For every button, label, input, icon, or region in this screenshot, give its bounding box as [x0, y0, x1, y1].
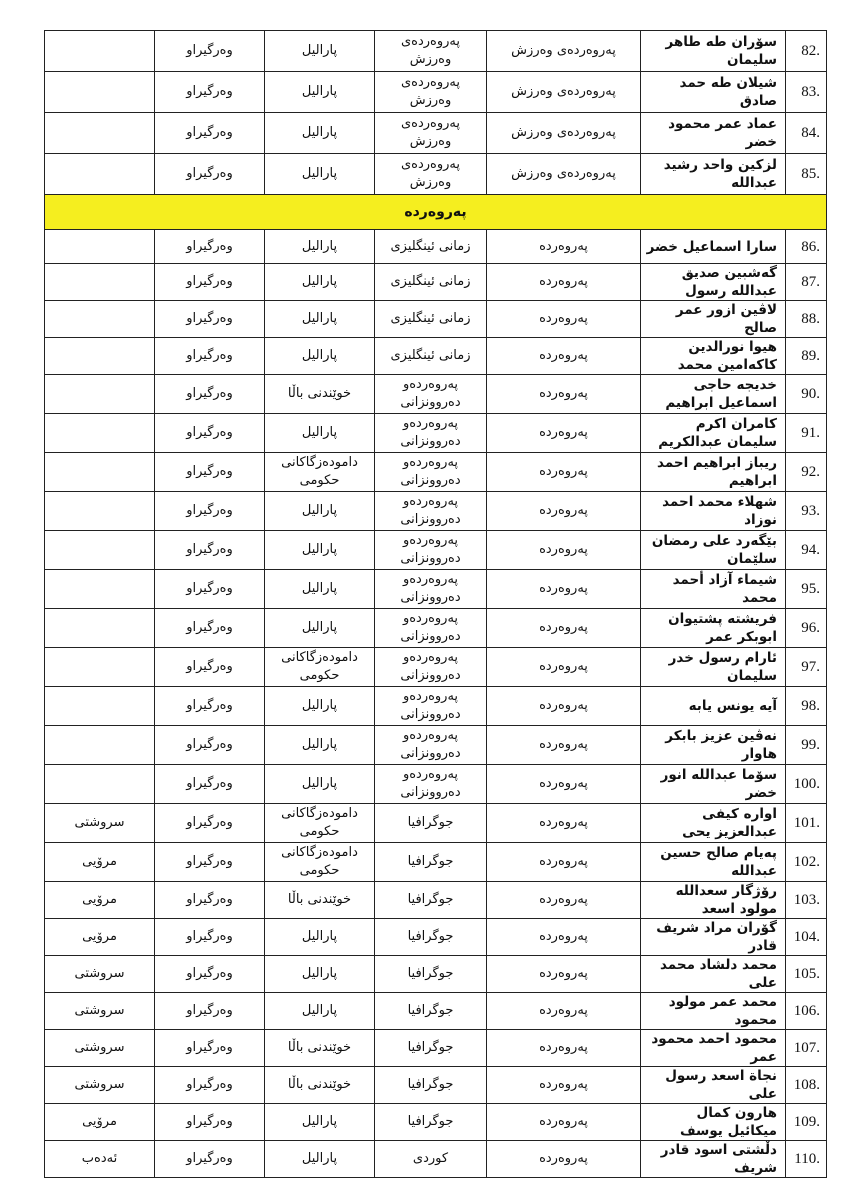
cell-name: لاڤين ازور عمر صالح [641, 301, 786, 338]
cell-specialty: زمانی ئینگلیزی [375, 301, 487, 338]
table-row [45, 609, 827, 648]
cell-extra: سروشتی [45, 804, 155, 843]
cell-extra [45, 113, 155, 154]
cell-specialty: پەروەردەو دەروونزانی [375, 648, 487, 687]
cell-number: 97. [786, 648, 827, 687]
cell-status: وەرگیراو [155, 230, 265, 264]
table-row [45, 648, 827, 687]
cell-department: پەروەردە [487, 687, 641, 726]
cell-type: پاراليل [265, 919, 375, 956]
cell-name: نەڤين عزيز بابكر هاوار [641, 726, 786, 765]
cell-department: پەروەردە [487, 414, 641, 453]
table-row [45, 1141, 827, 1178]
cell-status: وەرگیراو [155, 113, 265, 154]
cell-type: پاراليل [265, 154, 375, 195]
cell-specialty: جوگرافيا [375, 843, 487, 882]
cell-number: 104. [786, 919, 827, 956]
cell-extra: سروشتی [45, 993, 155, 1030]
results-table [44, 30, 827, 1178]
cell-status: وەرگیراو [155, 375, 265, 414]
cell-number: 110. [786, 1141, 827, 1178]
cell-status: وەرگیراو [155, 609, 265, 648]
cell-number: 92. [786, 453, 827, 492]
cell-type: پاراليل [265, 301, 375, 338]
cell-department: پەروەردەی وەرزش [487, 113, 641, 154]
cell-specialty: جوگرافيا [375, 1104, 487, 1141]
cell-number: 86. [786, 230, 827, 264]
cell-number: 99. [786, 726, 827, 765]
cell-name: رۆژگار سعدالله مولود اسعد [641, 882, 786, 919]
table-row [45, 1030, 827, 1067]
cell-extra: مرۆیی [45, 843, 155, 882]
cell-extra [45, 726, 155, 765]
cell-status: وەرگیراو [155, 1141, 265, 1178]
table-row [45, 301, 827, 338]
cell-type: پاراليل [265, 492, 375, 531]
cell-extra: سروشتی [45, 1067, 155, 1104]
cell-name: بێگەرد على رمضان سلێمان [641, 531, 786, 570]
cell-department: پەروەردە [487, 843, 641, 882]
cell-name: گەشبين صديق عبدالله رسول [641, 264, 786, 301]
cell-specialty: پەروەردەو دەروونزانی [375, 414, 487, 453]
table-row [45, 113, 827, 154]
cell-number: 94. [786, 531, 827, 570]
cell-type: پاراليل [265, 765, 375, 804]
cell-status: وەرگیراو [155, 882, 265, 919]
cell-specialty: پەروەردەی وەرزش [375, 72, 487, 113]
cell-type: دامودەزگاكانی حكومی [265, 843, 375, 882]
cell-department: پەروەردەی وەرزش [487, 72, 641, 113]
cell-department: پەروەردە [487, 919, 641, 956]
cell-type: پاراليل [265, 230, 375, 264]
section-title: پەروەردە [45, 195, 827, 230]
cell-extra: سروشتی [45, 956, 155, 993]
cell-name: ريباز ابراهيم احمد ابراهيم [641, 453, 786, 492]
cell-name: آيه يونس يابه [641, 687, 786, 726]
cell-status: وەرگیراو [155, 492, 265, 531]
cell-extra [45, 609, 155, 648]
cell-status: وەرگیراو [155, 804, 265, 843]
cell-extra [45, 154, 155, 195]
cell-number: 85. [786, 154, 827, 195]
cell-status: وەرگیراو [155, 765, 265, 804]
cell-type: خوێندنی باڵا [265, 1067, 375, 1104]
cell-status: وەرگیراو [155, 1067, 265, 1104]
cell-name: محمود احمد محمود عمر [641, 1030, 786, 1067]
cell-department: پەروەردە [487, 453, 641, 492]
cell-name: كامران اكرم سليمان عبدالكريم [641, 414, 786, 453]
table-row [45, 956, 827, 993]
cell-extra [45, 492, 155, 531]
cell-name: شيماء آزاد أحمد محمد [641, 570, 786, 609]
table-row [45, 726, 827, 765]
cell-type: پاراليل [265, 414, 375, 453]
document-sheet [44, 30, 826, 1178]
cell-status: وەرگیراو [155, 1104, 265, 1141]
cell-status: وەرگیراو [155, 956, 265, 993]
cell-department: پەروەردە [487, 648, 641, 687]
cell-status: وەرگیراو [155, 1030, 265, 1067]
cell-specialty: پەروەردەی وەرزش [375, 113, 487, 154]
cell-status: وەرگیراو [155, 648, 265, 687]
cell-number: 84. [786, 113, 827, 154]
cell-specialty: جوگرافيا [375, 1030, 487, 1067]
cell-type: پاراليل [265, 609, 375, 648]
cell-status: وەرگیراو [155, 338, 265, 375]
cell-number: 108. [786, 1067, 827, 1104]
table-row [45, 453, 827, 492]
cell-extra: مرۆیی [45, 1104, 155, 1141]
cell-specialty: زمانی ئینگلیزی [375, 338, 487, 375]
cell-type: پاراليل [265, 956, 375, 993]
cell-type: پاراليل [265, 570, 375, 609]
cell-status: وەرگیراو [155, 843, 265, 882]
cell-type: پاراليل [265, 31, 375, 72]
cell-status: وەرگیراو [155, 154, 265, 195]
cell-type: پاراليل [265, 993, 375, 1030]
cell-department: پەروەردەی وەرزش [487, 31, 641, 72]
cell-type: پاراليل [265, 264, 375, 301]
cell-name: محمد دلشاد محمد على [641, 956, 786, 993]
cell-specialty: جوگرافيا [375, 882, 487, 919]
cell-number: 90. [786, 375, 827, 414]
cell-department: پەروەردە [487, 230, 641, 264]
cell-department: پەروەردەی وەرزش [487, 154, 641, 195]
cell-specialty: جوگرافيا [375, 1067, 487, 1104]
table-row [45, 687, 827, 726]
cell-department: پەروەردە [487, 804, 641, 843]
cell-status: وەرگیراو [155, 687, 265, 726]
cell-specialty: جوگرافيا [375, 919, 487, 956]
cell-name: خديجه حاجى اسماعيل ابراهيم [641, 375, 786, 414]
cell-number: 98. [786, 687, 827, 726]
cell-number: 102. [786, 843, 827, 882]
table-body-main [45, 230, 827, 1178]
cell-department: پەروەردە [487, 570, 641, 609]
cell-number: 101. [786, 804, 827, 843]
cell-department: پەروەردە [487, 609, 641, 648]
cell-department: پەروەردە [487, 264, 641, 301]
cell-specialty: كوردی [375, 1141, 487, 1178]
cell-name: محمد عمر مولود محمود [641, 993, 786, 1030]
table-body-top [45, 31, 827, 195]
cell-number: 103. [786, 882, 827, 919]
cell-extra [45, 414, 155, 453]
cell-type: پاراليل [265, 338, 375, 375]
cell-type: پاراليل [265, 113, 375, 154]
cell-specialty: پەروەردەو دەروونزانی [375, 375, 487, 414]
cell-department: پەروەردە [487, 1141, 641, 1178]
cell-name: شهلاء محمد احمد نوزاد [641, 492, 786, 531]
cell-name: سارا اسماعيل خضر [641, 230, 786, 264]
cell-number: 93. [786, 492, 827, 531]
table-row [45, 1104, 827, 1141]
cell-extra [45, 687, 155, 726]
cell-status: وەرگیراو [155, 31, 265, 72]
cell-extra [45, 375, 155, 414]
table-row [45, 1067, 827, 1104]
cell-number: 88. [786, 301, 827, 338]
table-row [45, 230, 827, 264]
cell-name: نجاة اسعد رسول على [641, 1067, 786, 1104]
cell-status: وەرگیراو [155, 570, 265, 609]
cell-department: پەروەردە [487, 1067, 641, 1104]
cell-extra: سروشتی [45, 1030, 155, 1067]
cell-number: 89. [786, 338, 827, 375]
cell-extra [45, 230, 155, 264]
cell-name: سۆما عبدالله انور خضر [641, 765, 786, 804]
cell-status: وەرگیراو [155, 453, 265, 492]
cell-status: وەرگیراو [155, 301, 265, 338]
cell-number: 83. [786, 72, 827, 113]
cell-specialty: پەروەردەو دەروونزانی [375, 531, 487, 570]
table-row [45, 531, 827, 570]
cell-status: وەرگیراو [155, 919, 265, 956]
cell-extra [45, 31, 155, 72]
cell-extra [45, 264, 155, 301]
cell-extra [45, 72, 155, 113]
cell-status: وەرگیراو [155, 993, 265, 1030]
cell-name: سۆران طه طاهر سليمان [641, 31, 786, 72]
cell-department: پەروەردە [487, 301, 641, 338]
cell-specialty: پەروەردەو دەروونزانی [375, 609, 487, 648]
cell-extra [45, 301, 155, 338]
cell-specialty: پەروەردەو دەروونزانی [375, 687, 487, 726]
cell-number: 100. [786, 765, 827, 804]
cell-status: وەرگیراو [155, 531, 265, 570]
cell-department: پەروەردە [487, 1104, 641, 1141]
table-row [45, 570, 827, 609]
cell-number: 95. [786, 570, 827, 609]
cell-specialty: زمانی ئینگلیزی [375, 264, 487, 301]
cell-number: 82. [786, 31, 827, 72]
cell-extra: مرۆیی [45, 882, 155, 919]
cell-status: وەرگیراو [155, 264, 265, 301]
cell-department: پەروەردە [487, 993, 641, 1030]
cell-number: 107. [786, 1030, 827, 1067]
cell-extra [45, 570, 155, 609]
section-header [45, 195, 827, 230]
cell-status: وەرگیراو [155, 414, 265, 453]
cell-extra [45, 531, 155, 570]
table-row [45, 338, 827, 375]
cell-type: خوێندنی باڵا [265, 375, 375, 414]
cell-number: 109. [786, 1104, 827, 1141]
cell-type: پاراليل [265, 1104, 375, 1141]
cell-name: عماد عمر محمود خضر [641, 113, 786, 154]
cell-specialty: جوگرافيا [375, 993, 487, 1030]
cell-name: شيلان طه حمد صادق [641, 72, 786, 113]
cell-extra [45, 765, 155, 804]
cell-name: پەيام صالح حسين عبدالله [641, 843, 786, 882]
table-row [45, 375, 827, 414]
cell-extra [45, 453, 155, 492]
cell-department: پەروەردە [487, 765, 641, 804]
cell-name: ئارام رسول خدر سليمان [641, 648, 786, 687]
cell-number: 106. [786, 993, 827, 1030]
cell-department: پەروەردە [487, 375, 641, 414]
cell-type: پاراليل [265, 72, 375, 113]
table-row [45, 993, 827, 1030]
cell-specialty: پەروەردەی وەرزش [375, 154, 487, 195]
cell-number: 91. [786, 414, 827, 453]
cell-type: دامودەزگاكانی حكومی [265, 453, 375, 492]
cell-specialty: پەروەردەو دەروونزانی [375, 726, 487, 765]
cell-name: هيوا نورالدين كاكەامين محمد [641, 338, 786, 375]
cell-name: فريشته پشتيوان ابوبكر عمر [641, 609, 786, 648]
cell-number: 87. [786, 264, 827, 301]
cell-specialty: پەروەردەو دەروونزانی [375, 492, 487, 531]
table-row [45, 843, 827, 882]
cell-type: دامودەزگاكانی حكومی [265, 648, 375, 687]
cell-name: لزكين واحد رشيد عبدالله [641, 154, 786, 195]
cell-name: اواره كيفى عبدالعزيز يحى [641, 804, 786, 843]
cell-status: وەرگیراو [155, 726, 265, 765]
cell-department: پەروەردە [487, 726, 641, 765]
cell-department: پەروەردە [487, 956, 641, 993]
cell-extra: مرۆیی [45, 919, 155, 956]
cell-type: پاراليل [265, 726, 375, 765]
cell-type: دامودەزگاكانی حكومی [265, 804, 375, 843]
table-row [45, 765, 827, 804]
cell-specialty: پەروەردەو دەروونزانی [375, 453, 487, 492]
cell-number: 105. [786, 956, 827, 993]
cell-department: پەروەردە [487, 492, 641, 531]
cell-number: 96. [786, 609, 827, 648]
cell-department: پەروەردە [487, 338, 641, 375]
table-row [45, 804, 827, 843]
cell-name: گۆران مراد شريف قادر [641, 919, 786, 956]
cell-type: پاراليل [265, 531, 375, 570]
cell-name: هارون كمال ميكائيل يوسف [641, 1104, 786, 1141]
cell-extra [45, 338, 155, 375]
cell-type: خوێندنی باڵا [265, 1030, 375, 1067]
cell-department: پەروەردە [487, 531, 641, 570]
cell-type: پاراليل [265, 1141, 375, 1178]
cell-department: پەروەردە [487, 882, 641, 919]
table-row [45, 492, 827, 531]
cell-extra: ئەدەب [45, 1141, 155, 1178]
cell-extra [45, 648, 155, 687]
table-row [45, 72, 827, 113]
cell-specialty: جوگرافيا [375, 956, 487, 993]
cell-status: وەرگیراو [155, 72, 265, 113]
table-row [45, 31, 827, 72]
cell-specialty: جوگرافيا [375, 804, 487, 843]
table-row [45, 154, 827, 195]
cell-type: پاراليل [265, 687, 375, 726]
cell-name: دڵشتى اسود قادر شريف [641, 1141, 786, 1178]
table-row [45, 919, 827, 956]
cell-specialty: زمانی ئینگلیزی [375, 230, 487, 264]
cell-specialty: پەروەردەو دەروونزانی [375, 570, 487, 609]
cell-specialty: پەروەردەی وەرزش [375, 31, 487, 72]
cell-department: پەروەردە [487, 1030, 641, 1067]
table-row [45, 264, 827, 301]
table-row [45, 882, 827, 919]
cell-specialty: پەروەردەو دەروونزانی [375, 765, 487, 804]
table-row [45, 414, 827, 453]
cell-type: خوێندنی باڵا [265, 882, 375, 919]
